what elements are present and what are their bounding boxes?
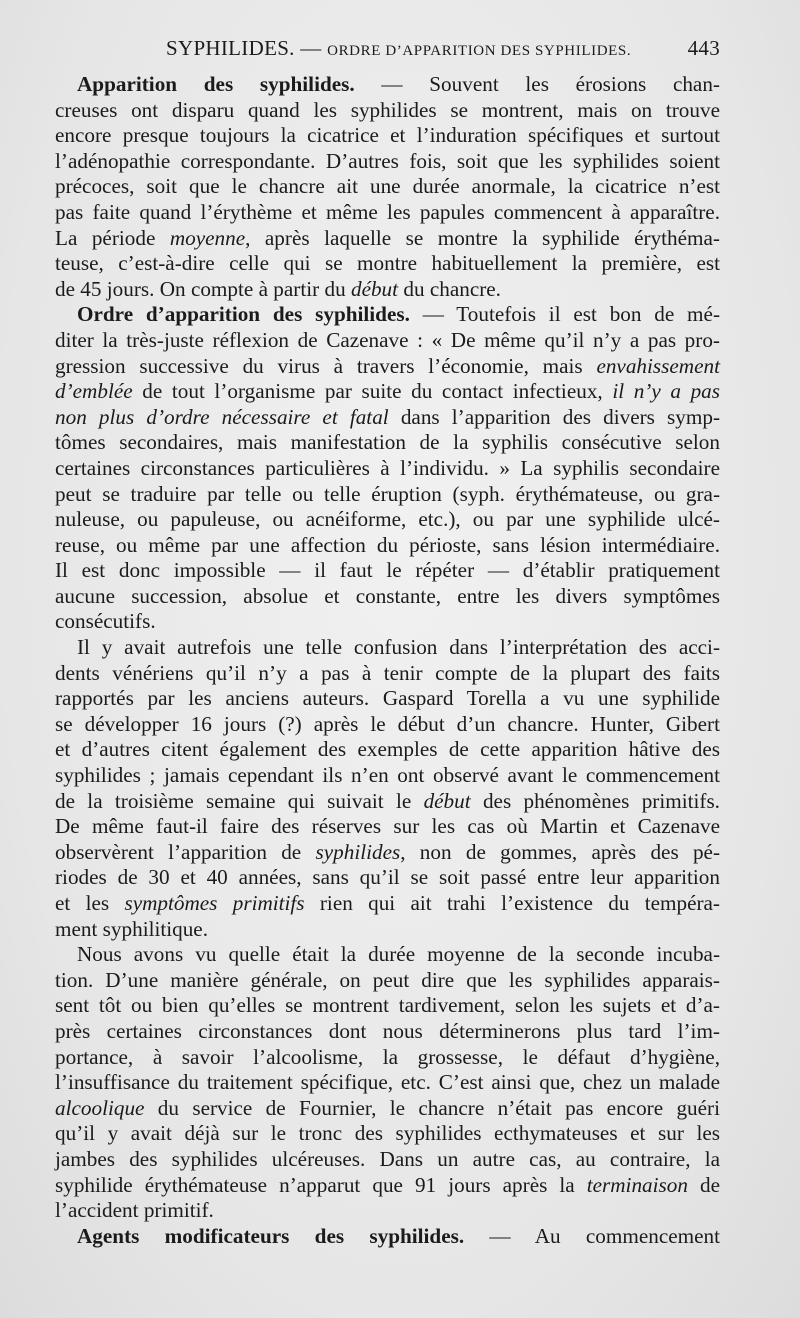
text-segment: observèrent l’apparition de	[55, 839, 316, 864]
text-line	[55, 635, 720, 661]
text-line	[55, 123, 720, 149]
text-segment: riodes de 30 et 40 années, sans qu’il se soit passé entre leur apparition	[55, 865, 720, 890]
text-segment: reuse, ou même par une affection du périoste, sans lésion intermédiaire.	[55, 532, 720, 557]
text-line	[55, 507, 720, 533]
text-line	[55, 1173, 720, 1199]
text-segment: certaines circonstances particulières à l’individu. » La syphilis secondaire	[55, 455, 720, 480]
text-line	[55, 98, 720, 124]
text-segment: près certaines circonstances dont nous déterminerons plus tard l’im-	[55, 1018, 720, 1043]
text-segment: dans l’apparition des divers symp-	[388, 404, 720, 429]
text-segment: de tout l’organisme par suite du contact infectieux,	[132, 379, 613, 404]
italic-text: symptômes primitifs	[124, 891, 305, 915]
text-segment: du chancre.	[398, 276, 501, 301]
text-line	[55, 942, 720, 968]
text-segment: et d’autres citent également des exemples de cette apparition hâtive des	[55, 737, 720, 762]
text-segment: , après laquelle se montre la syphilide érythéma-	[245, 225, 720, 250]
text-line	[55, 456, 720, 482]
text-line	[55, 609, 720, 635]
text-line	[55, 917, 720, 943]
italic-text: moyenne	[169, 225, 246, 250]
italic-text: début	[350, 276, 399, 301]
text-line	[55, 251, 720, 277]
text-line	[55, 712, 720, 738]
text-line	[55, 430, 720, 456]
text-segment: peut se traduire par telle ou telle éruption (syph. érythémateuse, ou gra-	[55, 481, 720, 506]
text-segment: tion. D’une manière générale, on peut dire que les syphilides apparais-	[55, 967, 720, 992]
text-line	[55, 686, 720, 712]
text-line	[55, 174, 720, 200]
text-segment: tômes secondaires, mais manifestation de la syphilis consécutive selon	[55, 430, 720, 455]
text-line	[55, 149, 720, 175]
text-line	[55, 1019, 720, 1045]
text-segment: et les	[55, 891, 125, 915]
text-line	[55, 814, 720, 840]
text-line	[55, 379, 720, 405]
text-segment: nuleuse, ou papuleuse, ou acnéiforme, etc.), ou par une syphilide ulcé-	[55, 507, 720, 532]
page-number: 443	[687, 36, 720, 60]
text-segment: De même faut-il faire des réserves sur les cas où Martin et Cazenave	[55, 814, 720, 839]
italic-text: syphilides	[315, 839, 401, 864]
text-line	[55, 661, 720, 687]
text-segment: de la troisième semaine qui suivait le	[55, 788, 424, 813]
text-line	[55, 763, 720, 789]
text-line	[55, 865, 720, 891]
running-title-main: SYPHILIDES. —	[166, 36, 322, 60]
italic-text: non plus d’ordre nécessaire et fatal	[55, 404, 389, 429]
text-line	[55, 584, 720, 610]
text-segment: de	[687, 1172, 720, 1197]
text-segment: Il est donc impossible — il faut le répéter — d’établir pratiquement	[55, 558, 720, 583]
section-heading: Apparition des syphilides.	[77, 72, 355, 96]
text-segment: qu’il y avait déjà sur le tronc des syphilides ecthymateuses et sur les	[55, 1121, 720, 1146]
text-line	[55, 1121, 720, 1147]
text-segment: l’adénopathie correspondante. D’autres fois, soit que les syphilides soient	[55, 148, 720, 173]
italic-text: d’emblée	[55, 379, 133, 404]
text-segment: syphilides ; jamais cependant ils n’en ont observé avant le commencement	[55, 763, 720, 788]
text-segment: portance, à savoir l’alcoolisme, la grossesse, le défaut d’hygiène,	[55, 1044, 720, 1069]
text-segment: Nous avons vu quelle était la durée moyenne de la seconde incuba-	[77, 942, 720, 967]
text-segment: creuses ont disparu quand les syphilides se montrent, mais on trouve	[55, 97, 720, 122]
text-line	[55, 302, 720, 328]
text-segment: de 45 jours. On compte à partir du	[55, 276, 351, 301]
text-line	[55, 354, 720, 380]
text-line	[55, 533, 720, 559]
italic-text: alcoolique	[55, 1095, 145, 1120]
text-line	[55, 1096, 720, 1122]
text-line	[55, 558, 720, 584]
running-title-sub: ORDRE D’APPARITION DES SYPHILIDES.	[327, 43, 632, 59]
text-segment: l’accident primitif.	[55, 1198, 214, 1223]
text-line	[55, 277, 720, 303]
text-segment: Il y avait autrefois une telle confusion dans l’interprétation des acci-	[77, 635, 720, 660]
text-segment: gression successive du virus à travers l’économie, mais	[55, 353, 597, 378]
text-line	[55, 482, 720, 508]
text-segment: rien qui ait trahi l’existence du tempéra-	[304, 891, 720, 915]
text-segment: jambes des syphilides ulcéreuses. Dans un autre cas, au contraire, la	[55, 1146, 720, 1171]
body-text	[55, 72, 720, 1249]
text-line	[55, 891, 720, 917]
text-line	[55, 1224, 720, 1250]
running-header	[80, 36, 720, 66]
italic-text: envahissement	[596, 353, 720, 378]
text-segment: teuse, c’est-à-dire celle qui se montre habituellement la première, est	[55, 251, 720, 276]
text-segment: , non de gommes, après des pé-	[400, 839, 721, 864]
running-title	[166, 36, 631, 61]
text-segment: ment syphilitique.	[55, 916, 209, 941]
text-line	[55, 1147, 720, 1173]
text-segment: rapportés par les anciens auteurs. Gaspard Torella a vu une syphilide	[55, 686, 720, 711]
text-segment: l’insuffisance du traitement spécifique, etc. C’est ainsi que, chez un malade	[55, 1070, 720, 1095]
text-line	[55, 72, 720, 98]
section-heading: Ordre d’apparition des syphilides.	[77, 302, 410, 327]
text-segment: pas faite quand l’érythème et même les papules commencent à apparaître.	[55, 199, 720, 224]
text-segment: consécutifs.	[55, 609, 156, 634]
text-line	[55, 737, 720, 763]
text-segment: diter la très-juste réflexion de Cazenave : « De même qu’il n’y a pas pro-	[55, 327, 720, 352]
text-segment: syphilide érythémateuse n’apparut que 91 jours après la	[55, 1172, 587, 1197]
text-line	[55, 200, 720, 226]
italic-text: début	[423, 788, 471, 813]
italic-text: terminaison	[586, 1172, 688, 1197]
text-segment: des phénomènes primitifs.	[470, 788, 720, 813]
text-line	[55, 1070, 720, 1096]
text-segment: du service de Fournier, le chancre n’était pas encore guéri	[144, 1095, 720, 1120]
text-line	[55, 405, 720, 431]
text-line	[55, 1045, 720, 1071]
text-line	[55, 1198, 720, 1224]
text-line	[55, 840, 720, 866]
text-segment: sent tôt ou bien qu’elles se montrent tardivement, selon les sujets et d’a-	[55, 993, 720, 1018]
text-segment: — Souvent les érosions chan-	[354, 72, 720, 96]
section-heading: Agents modificateurs des syphilides.	[77, 1223, 465, 1248]
text-line	[55, 328, 720, 354]
text-segment: précoces, soit que le chancre ait une durée anormale, la cicatrice n’est	[55, 174, 720, 199]
text-segment: dents vénériens qu’il n’y a pas à tenir compte de la plupart des faits	[55, 660, 720, 685]
text-segment: — Au commencement	[464, 1223, 720, 1248]
text-line	[55, 968, 720, 994]
italic-text: il n’y a pas	[612, 379, 720, 404]
text-segment: La période	[55, 225, 170, 250]
text-segment: se développer 16 jours (?) après le début d’un chancre. Hunter, Gibert	[55, 711, 720, 736]
text-line	[55, 226, 720, 252]
text-segment: aucune succession, absolue et constante, entre les divers symptômes	[55, 583, 720, 608]
text-segment: encore presque toujours la cicatrice et l’induration spécifiques et surtout	[55, 123, 720, 148]
text-line	[55, 993, 720, 1019]
text-line	[55, 789, 720, 815]
text-segment: — Toutefois il est bon de mé-	[409, 302, 720, 327]
